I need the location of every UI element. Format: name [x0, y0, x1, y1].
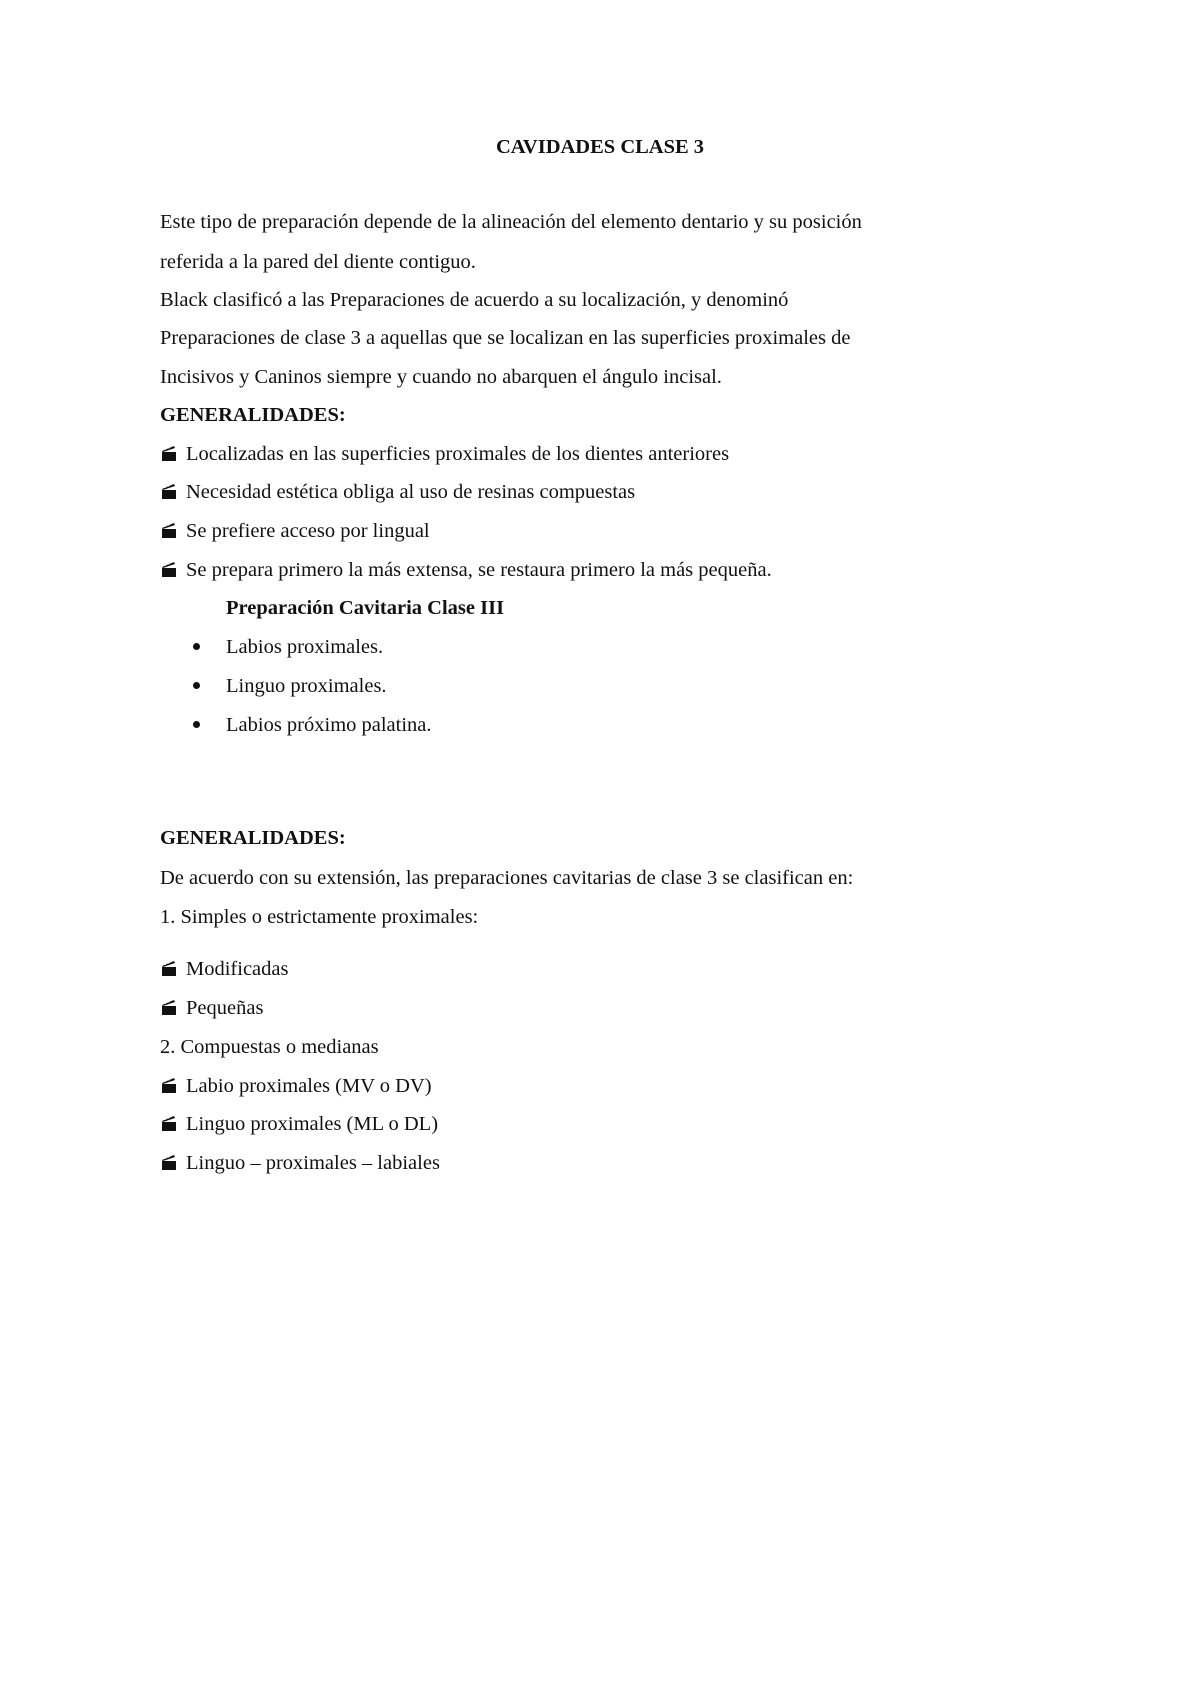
section-heading: GENERALIDADES: — [160, 404, 346, 426]
list-item-text: Labio proximales (MV o DV) — [186, 1075, 432, 1097]
list-item-text: Linguo – proximales – labiales — [186, 1152, 440, 1174]
list-item — [160, 1073, 432, 1099]
clapperboard-icon — [160, 560, 178, 578]
list-item-text: Se prefiere acceso por lingual — [186, 520, 430, 542]
list-item-text: Pequeñas — [186, 997, 264, 1019]
paragraph: De acuerdo con su extensión, las preparaciones cavitarias de clase 3 se clasifican en: — [160, 867, 854, 889]
list-item — [160, 441, 729, 467]
intro-line: referida a la pared del diente contiguo. — [160, 251, 476, 273]
list-item — [160, 634, 383, 660]
list-item-text: Linguo proximales (ML o DL) — [186, 1113, 439, 1135]
list-item — [160, 956, 288, 982]
list-item — [160, 1150, 440, 1176]
bullet-icon — [193, 721, 200, 728]
clapperboard-icon — [160, 1114, 178, 1132]
group-label: 2. Compuestas o medianas — [160, 1036, 379, 1058]
section-heading: GENERALIDADES: — [160, 827, 346, 849]
clapperboard-icon — [160, 482, 178, 500]
list-item-text: Modificadas — [186, 958, 289, 980]
subheading: Preparación Cavitaria Clase III — [226, 597, 505, 619]
bullet-icon — [193, 682, 200, 689]
list-item — [160, 712, 432, 738]
group-label: 1. Simples o estrictamente proximales: — [160, 906, 479, 928]
list-item-text: Se prepara primero la más extensa, se restaura primero la más pequeña. — [186, 559, 772, 581]
intro-line: Preparaciones de clase 3 a aquellas que se localizan en las superficies proximales de — [160, 327, 851, 349]
list-item — [160, 673, 387, 699]
clapperboard-icon — [160, 998, 178, 1016]
list-item-text: Necesidad estética obliga al uso de resinas compuestas — [186, 481, 636, 503]
list-item — [160, 518, 430, 544]
list-item-text: Labios proximales. — [226, 636, 384, 658]
list-item-text: Linguo proximales. — [226, 675, 387, 697]
clapperboard-icon — [160, 444, 178, 462]
clapperboard-icon — [160, 1076, 178, 1094]
intro-line: Incisivos y Caninos siempre y cuando no abarquen el ángulo incisal. — [160, 366, 722, 388]
list-item-text: Labios próximo palatina. — [226, 714, 432, 736]
page-title: CAVIDADES CLASE 3 — [495, 136, 705, 158]
clapperboard-icon — [160, 959, 178, 977]
list-item — [160, 995, 263, 1021]
clapperboard-icon — [160, 1153, 178, 1171]
list-item — [160, 1111, 438, 1137]
list-item-text: Localizadas en las superficies proximales de los dientes anteriores — [186, 443, 730, 465]
list-item — [160, 557, 772, 583]
intro-line: Este tipo de preparación depende de la alineación del elemento dentario y su posición — [160, 211, 862, 233]
list-item — [160, 479, 635, 505]
clapperboard-icon — [160, 521, 178, 539]
intro-line: Black clasificó a las Preparaciones de acuerdo a su localización, y denominó — [160, 289, 789, 311]
bullet-icon — [193, 643, 200, 650]
